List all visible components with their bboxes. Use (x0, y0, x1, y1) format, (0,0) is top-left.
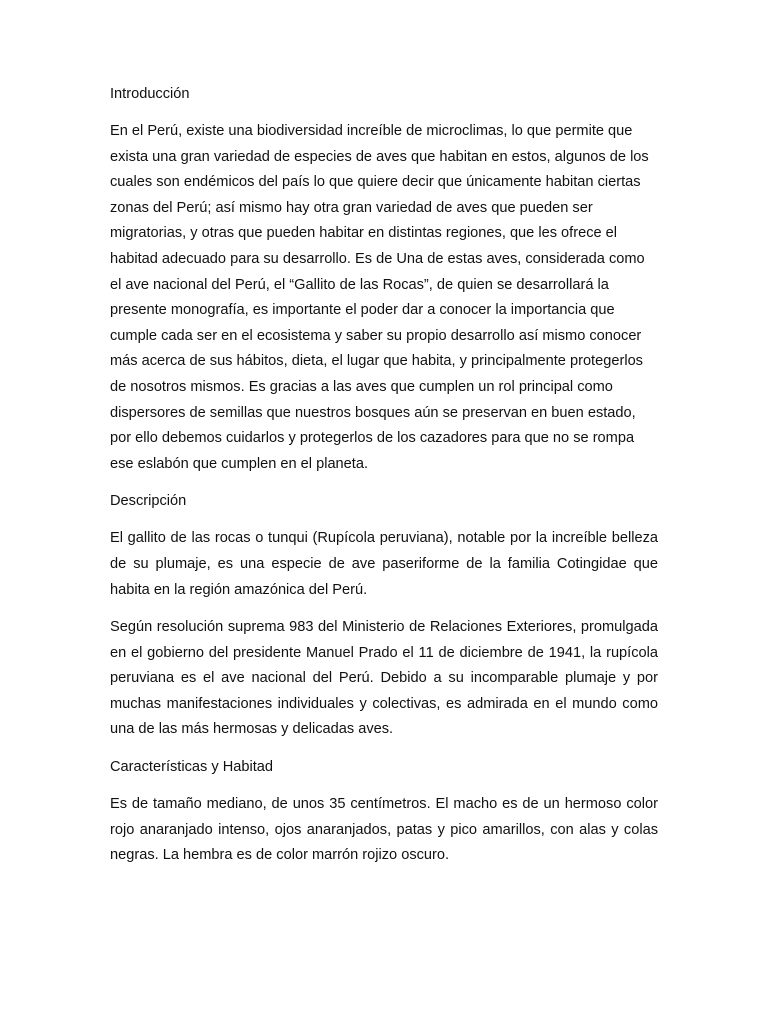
section-heading-caracteristicas: Características y Habitad (110, 759, 274, 776)
document-body (110, 82, 658, 881)
section-heading-introduccion: Introducción (110, 86, 190, 102)
paragraph-caracteristicas: Es de tamaño mediano, de unos 35 centímetros. El macho es de un hermoso color rojo anaranjado intenso, ojos anaranjados, patas y pico amarillos, con alas y colas negras. La hembra es de color marrón rojizo oscuro. (110, 796, 658, 864)
paragraph-introduccion: En el Perú, existe una biodiversidad increíble de microclimas, lo que permite que exista una gran variedad de especies de aves que habitan en estos, algunos de los cuales son endémicos del país lo que quiere decir que únicamente habitan ciertas zonas del Perú; así mismo hay otra gran variedad de aves que pueden ser migratorias, y otras que pueden habitar en distintas regiones, que les ofrece el habitad adecuado para su desarrollo. Es de Una de estas aves, considerada como el ave nacional del Perú, el “Gallito de las Rocas”, de quien se desarrollará la presente monografía, es importante el poder dar a conocer la importancia que cumple cada ser en el ecosistema y saber su propio desarrollo así mismo conocer más acerca de sus hábitos, dieta, el lugar que habita, y principalmente protegerlos de nosotros mismos. Es gracias a las aves que cumplen un rol principal como dispersores de semillas que nuestros bosques aún se preservan en buen estado, por ello debemos cuidarlos y protegerlos de los cazadores para que no se rompa ese eslabón que cumplen en el planeta. (110, 123, 649, 472)
paragraph-descripcion-1: El gallito de las rocas o tunqui (Rupícola peruviana), notable por la increíble belleza de su plumaje, es una especie de ave paseriforme de la familia Cotingidae que habita en la región amazónica del Perú. (110, 530, 658, 598)
paragraph-descripcion-2: Según resolución suprema 983 del Ministerio de Relaciones Exteriores, promulgada en el gobierno del presidente Manuel Prado el 11 de diciembre de 1941, la rupícola peruviana es el ave nacional del Perú. Debido a su incomparable plumaje y por muchas manifestaciones individuales y colectivas, es admirada en el mundo como una de las más hermosas y delicadas aves. (110, 619, 658, 738)
section-heading-descripcion: Descripción (110, 493, 187, 510)
